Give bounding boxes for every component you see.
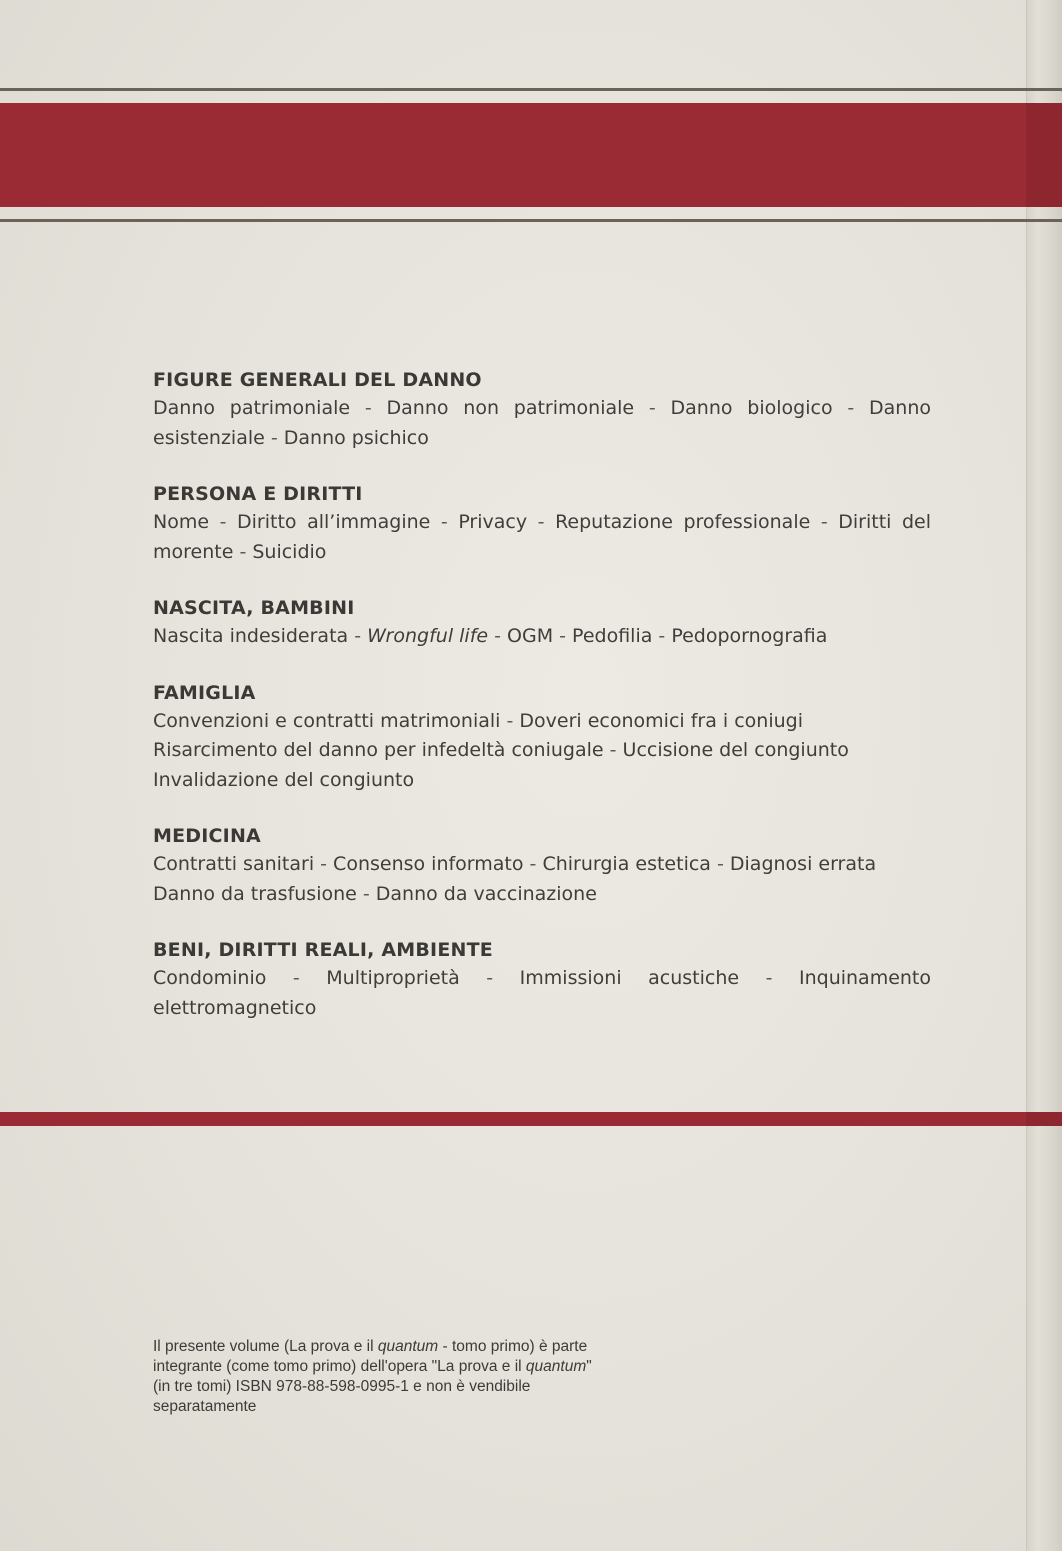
note-text: Il presente volume (La prova e il	[153, 1338, 378, 1355]
list-item: Contratti sanitari	[153, 853, 315, 875]
list-item: Nascita indesiderata	[153, 625, 349, 647]
spine-red-band-bottom	[1026, 1112, 1062, 1126]
section-items: Condominio - Multiproprietà - Immissioni acustiche - Inquinamento elettromagnetico	[153, 967, 932, 1019]
note-text: - tomo primo) è parte integrante (come tomo primo) dell'opera "La prova e il	[153, 1338, 588, 1375]
list-item: Immissioni acustiche	[519, 967, 740, 989]
list-item: Danno da trasfusione	[153, 882, 357, 905]
list-item: Risarcimento del danno per infedeltà coniugale	[153, 739, 604, 761]
section-persona-diritti	[153, 480, 931, 567]
list-item: Reputazione professionale	[555, 511, 811, 533]
upper-thin-rule	[0, 219, 1026, 222]
section-items: Danno patrimoniale - Danno non patrimoniale - Danno biologico - Danno esistenziale - Danno psichico	[153, 397, 931, 449]
bottom-red-band	[0, 1112, 1026, 1126]
list-item: Danno biologico	[670, 397, 833, 419]
section-heading: MEDICINA	[153, 825, 261, 847]
note-italic: quantum	[525, 1358, 587, 1375]
note-text: " (in tre tomi) ISBN 978-88-598-0995-1 e non è vendibile separatamente	[153, 1358, 592, 1415]
section-heading: NASCITA, BAMBINI	[153, 597, 355, 619]
list-item: Condominio	[153, 967, 267, 989]
list-item: Nome	[153, 511, 210, 533]
list-item: Invalidazione del congiunto	[153, 768, 415, 791]
edition-note	[153, 1337, 613, 1417]
list-item: Pedofilia	[572, 625, 653, 647]
spine-thin-rule-mid	[1026, 219, 1062, 222]
section-medicina	[153, 822, 931, 909]
section-heading: PERSONA E DIRITTI	[153, 483, 363, 505]
list-item: Consenso informato	[333, 853, 524, 875]
spine-thin-rule-top	[1026, 88, 1062, 91]
spine-red-band-top	[1026, 103, 1062, 207]
section-figure-generali	[153, 366, 931, 453]
list-item: Diritto all’immagine	[237, 511, 431, 533]
list-item: OGM	[507, 625, 554, 647]
list-item: Diagnosi errata	[729, 853, 877, 875]
list-item: Danno non patrimoniale	[386, 397, 635, 419]
section-nascita-bambini	[153, 594, 931, 652]
section-items: Nome - Diritto all’immagine - Privacy - Reputazione professionale - Diritti del morente - Suicidio	[153, 511, 932, 563]
top-red-band	[0, 103, 1026, 207]
list-item: Uccisione del congiunto	[622, 739, 849, 761]
list-item: Danno patrimoniale	[153, 397, 351, 419]
list-item: Danno esistenziale	[153, 397, 931, 449]
list-item: Doveri economici fra i coniugi	[519, 709, 803, 732]
section-items: Convenzioni e contratti matrimoniali - Doveri economici fra i coniugi Risarcimento del danno per infedeltà coniugale - Uccisione del congiunto Invalidazione del congiunto	[153, 709, 849, 791]
section-items: Nascita indesiderata - Wrongful life - OGM - Pedofilia - Pedopornografia	[153, 625, 828, 647]
table-of-topics	[153, 366, 931, 1050]
book-spine-edge	[1026, 0, 1062, 1551]
section-beni-ambiente	[153, 936, 931, 1023]
list-item: Diritti del morente	[153, 511, 932, 563]
list-item: Wrongful life	[367, 625, 489, 647]
list-item: Convenzioni e contratti matrimoniali	[153, 709, 501, 732]
section-famiglia	[153, 679, 931, 796]
top-thin-rule	[0, 88, 1026, 91]
list-item: Chirurgia estetica	[542, 853, 711, 875]
section-heading: FIGURE GENERALI DEL DANNO	[153, 369, 482, 391]
list-item: Multiproprietà	[326, 967, 460, 989]
section-items: Contratti sanitari - Consenso informato - Chirurgia estetica - Diagnosi errata Danno da trasfusione - Danno da vaccinazione	[153, 853, 877, 905]
note-italic: quantum	[377, 1338, 439, 1355]
list-item: Danno da vaccinazione	[375, 882, 597, 905]
section-heading: BENI, DIRITTI REALI, AMBIENTE	[153, 939, 493, 961]
list-item: Suicidio	[252, 540, 327, 563]
list-item: Privacy	[458, 511, 528, 533]
list-item: Inquinamento elettromagnetico	[153, 967, 932, 1019]
list-item: Pedopornografia	[671, 625, 828, 647]
list-item: Danno psichico	[283, 426, 429, 449]
section-heading: FAMIGLIA	[153, 681, 256, 704]
